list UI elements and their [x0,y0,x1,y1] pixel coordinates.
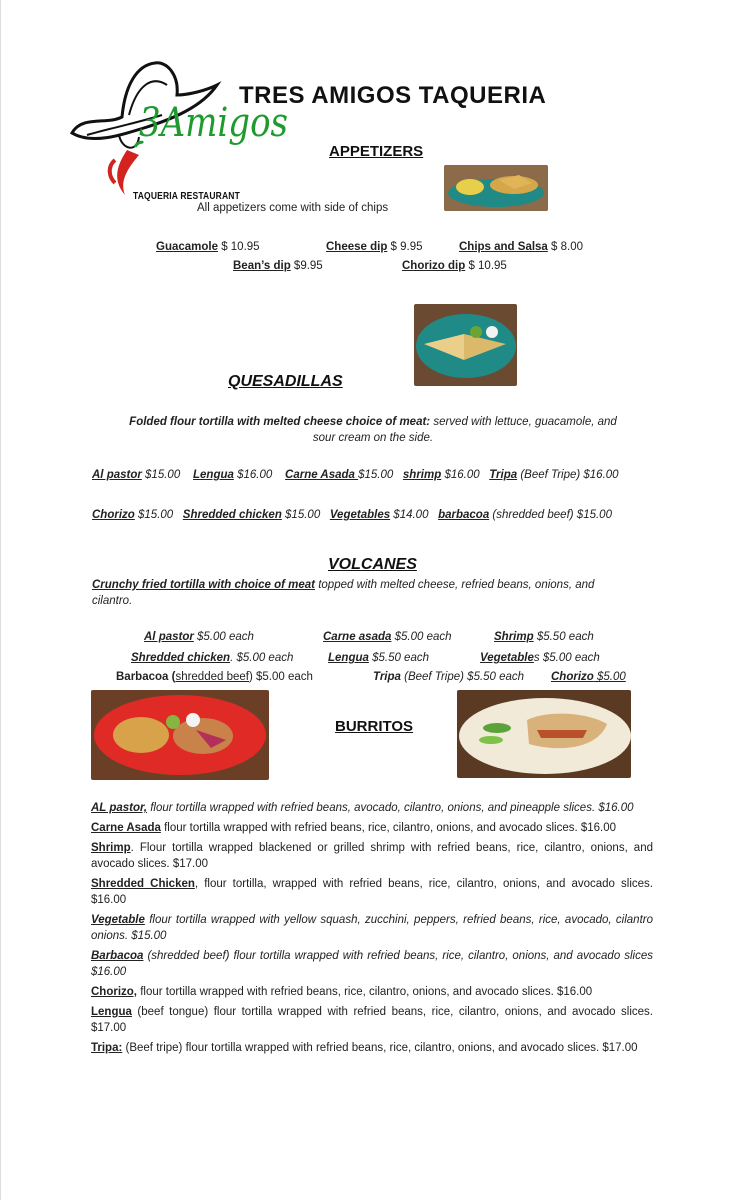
quesadillas-description: Folded flour tortilla with melted cheese choice of meat: served with lettuce, guacamole, and sour cream on the side. [129,416,617,444]
appetizers-note: All appetizers come with side of chips [197,202,389,214]
logo-brand: 3Amigos [139,100,288,146]
appetizer-beans-dip: Bean’s dip $9.95 [233,260,323,272]
logo-tagline: TAQUERIA RESTAURANT [133,191,240,202]
volcanes-description: Crunchy fried tortilla with choice of meat topped with melted cheese, refried beans, onions, and cilantro. [92,579,595,607]
burritos-list [91,800,653,1060]
quesadillas-row-2: Chorizo $15.00 Shredded chicken $15.00 Vegetables $14.00 barbacoa (shredded beef) $15.00 [92,509,612,521]
quesadillas-heading: QUESADILLAS [228,373,343,390]
burrito-item: AL pastor, flour tortilla wrapped with refried beans, avocado, cilantro, onions, and pineapple slices. $16.00 [91,802,634,814]
burrito-item: Chorizo, flour tortilla wrapped with refried beans, rice, cilantro, onions, and avocado slices. $16.00 [91,986,593,998]
burrito-item: Barbacoa (shredded beef) flour tortilla wrapped with refried beans, rice, cilantro, onions, and avocado slices $16.00 [91,950,653,978]
burrito-photo [457,690,631,778]
burrito-item: Carne Asada flour tortilla wrapped with refried beans, rice, cilantro, onions, and avocado slices. $16.00 [91,822,617,834]
burrito-item: Lengua (beef tongue) flour tortilla wrapped with refried beans, rice, cilantro, onions, and avocado slices. $17.00 [91,1006,653,1034]
volcanes-carne-asada: Carne asada $5.00 each [323,631,452,643]
volcanes-al-pastor: Al pastor $5.00 each [144,631,254,643]
quesadillas-row-1: Al pastor $15.00 Lengua $16.00 Carne Asada $15.00 shrimp $16.00 Tripa (Beef Tripe) $16.00 [92,469,619,481]
volcanes-chorizo: Chorizo $5.00 [551,671,626,683]
volcanes-barbacoa: Barbacoa (shredded beef) $5.00 each [116,671,313,683]
burritos-heading: BURRITOS [335,718,414,735]
burrito-item: Shrimp. Flour tortilla wrapped blackened or grilled shrimp with refried beans, rice, cilantro, onions, and avocado slices. $17.00 [91,842,653,870]
appetizer-cheese-dip: Cheese dip $ 9.95 [326,241,423,253]
volcanes-shrimp: Shrimp $5.50 each [494,631,594,643]
appetizers-heading: APPETIZERS [329,143,424,160]
quesadilla-photo [414,304,517,386]
appetizer-guacamole: Guacamole $ 10.95 [156,241,260,253]
volcanes-heading: VOLCANES [328,556,417,573]
volcanes-lengua: Lengua $5.50 each [328,652,429,664]
appetizer-chorizo-dip: Chorizo dip $ 10.95 [402,260,507,272]
volcanes-vegetables: Vegetables $5.00 each [480,652,600,664]
appetizer-photo [444,165,548,211]
volcanes-shredded-chicken: Shredded chicken. $5.00 each [131,652,294,664]
appetizer-chips-salsa: Chips and Salsa $ 8.00 [459,241,584,253]
volcanes-photo [91,690,269,780]
volcanes-tripa: Tripa (Beef Tripe) $5.50 each [373,671,525,683]
page-title: TRES AMIGOS TAQUERIA [239,82,547,109]
burrito-item: Shredded Chicken, flour tortilla, wrapped with refried beans, rice, cilantro, onions, and avocado slices. $16.00 [91,878,653,906]
logo [67,55,288,205]
burrito-item: Tripa: (Beef tripe) flour tortilla wrapped with refried beans, rice, cilantro, onions, and avocado slices. $17.00 [91,1042,638,1054]
burrito-item: Vegetable flour tortilla wrapped with yellow squash, zucchini, peppers, refried beans, rice, avocado, cilantro onions. $15.00 [91,914,653,942]
